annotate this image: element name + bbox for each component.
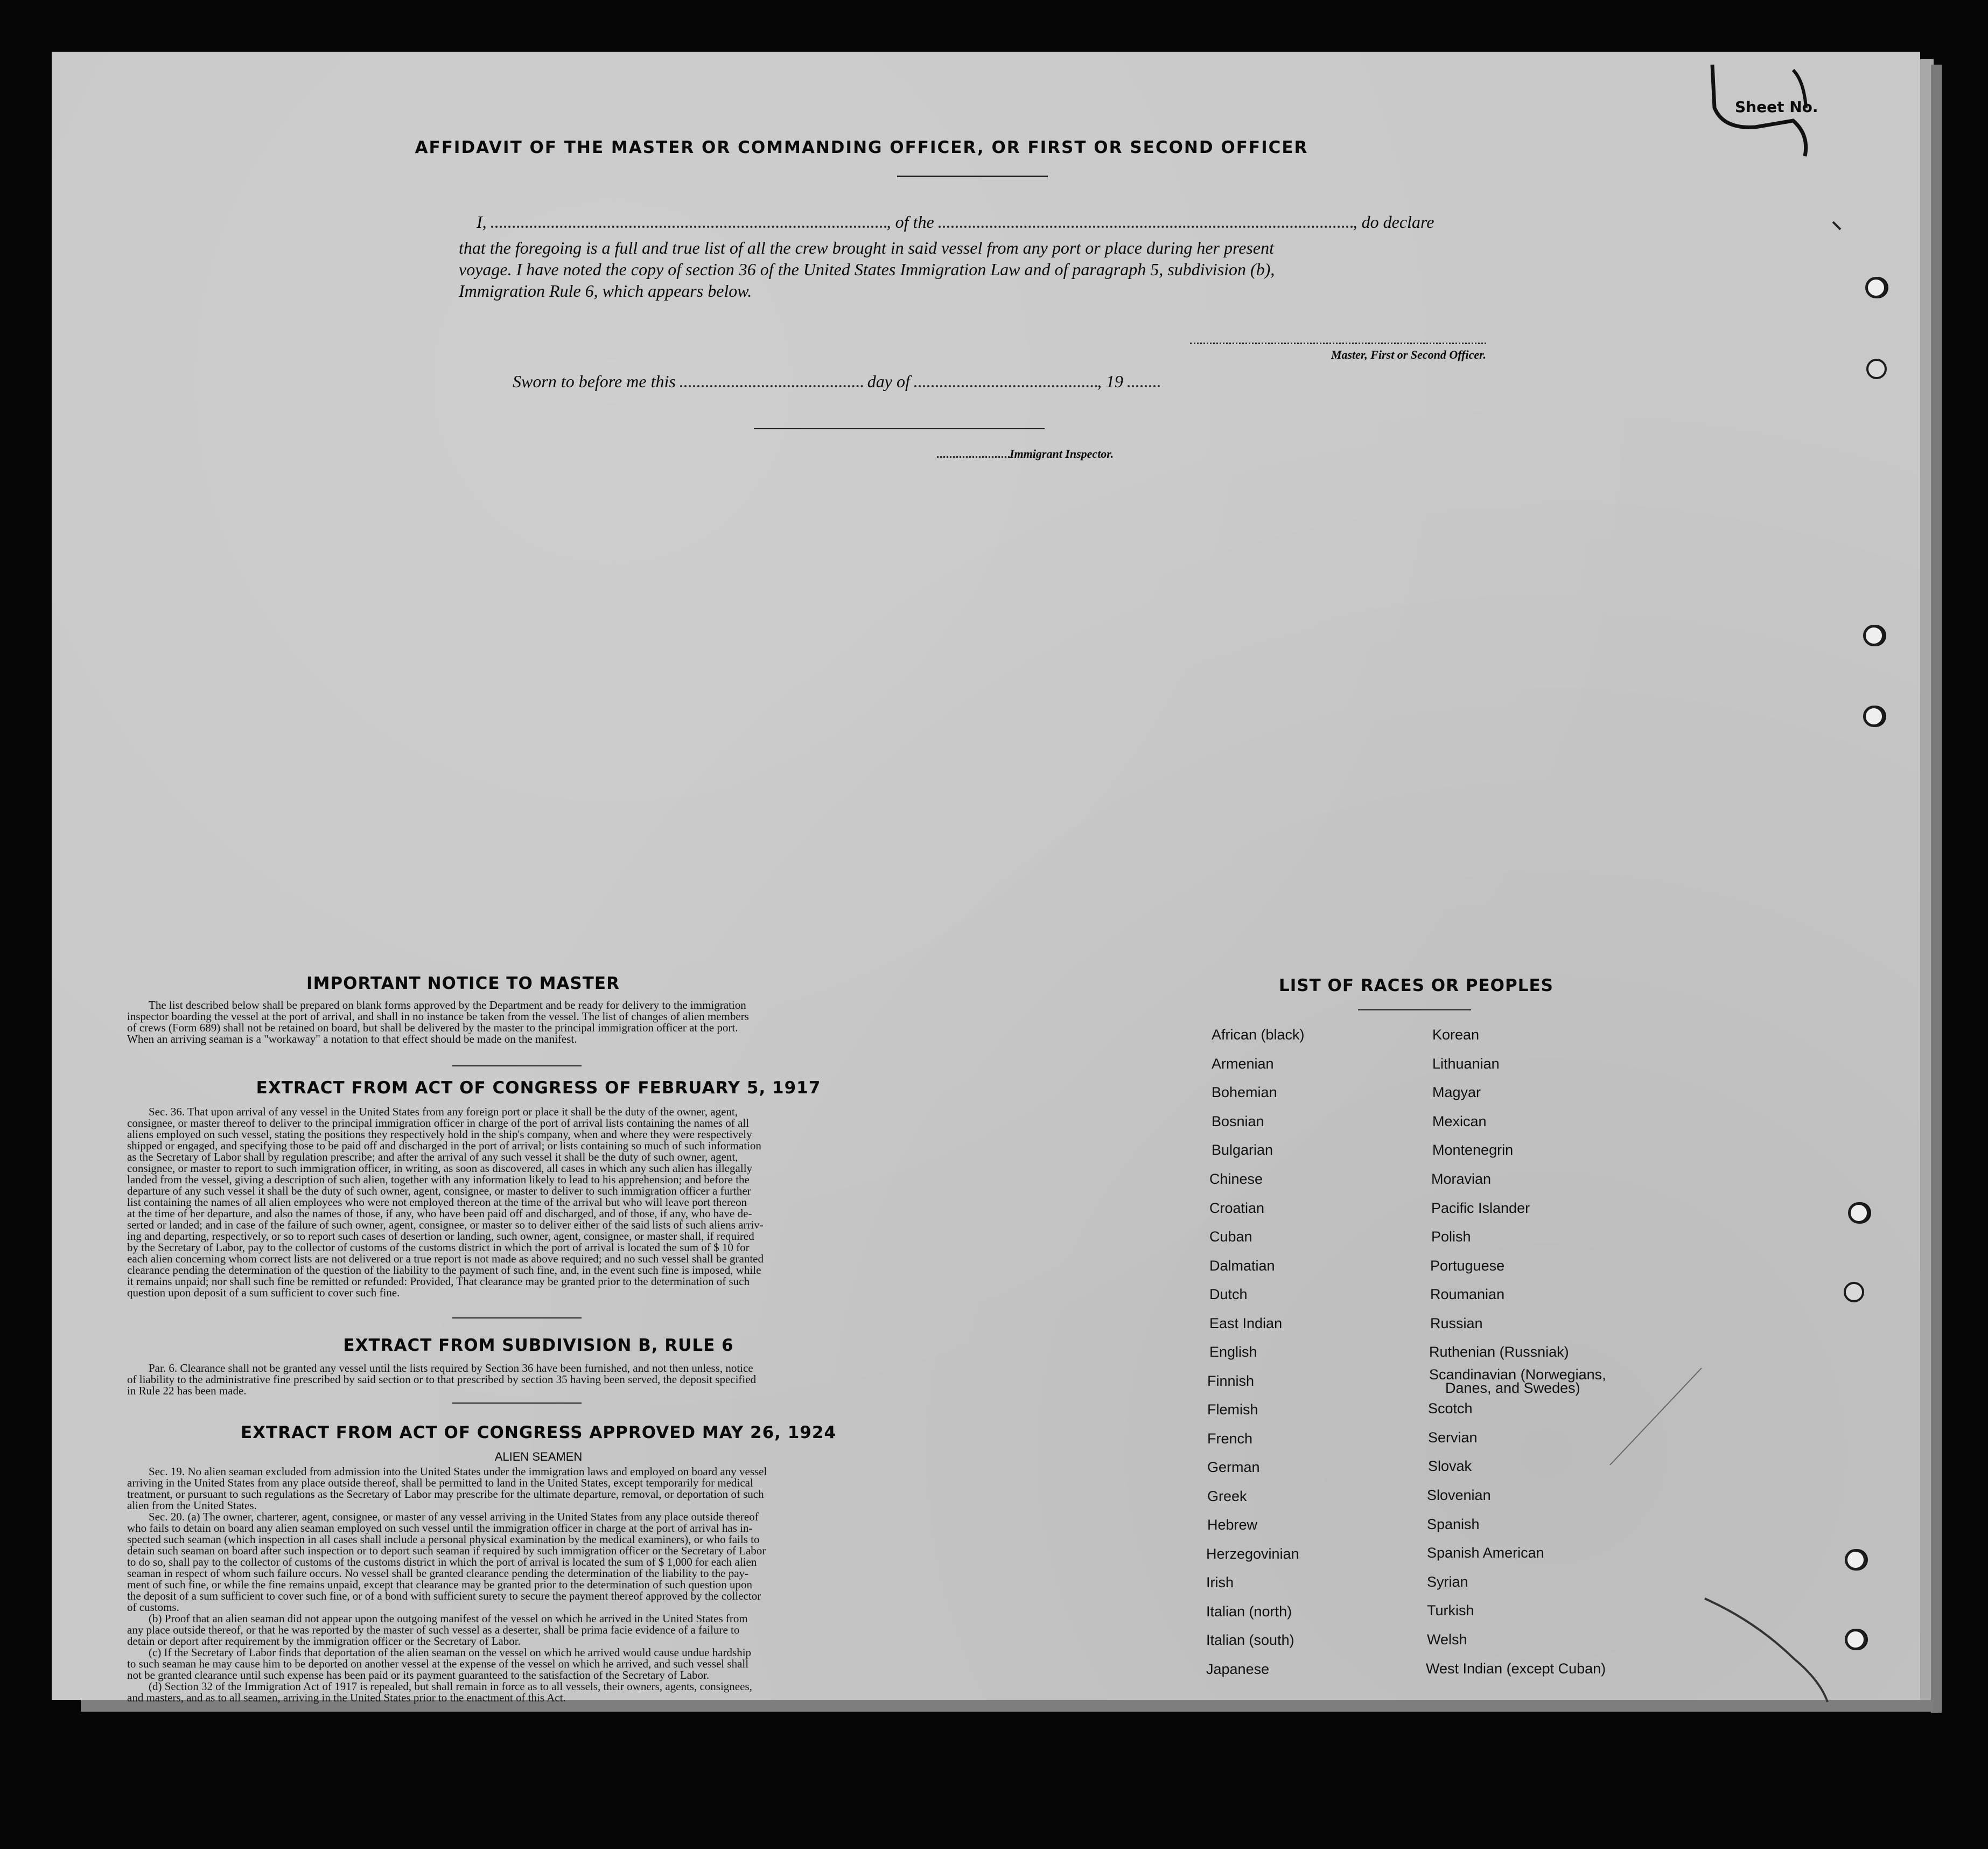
race-item: Bulgarian bbox=[1212, 1142, 1273, 1158]
master-signature-line[interactable] bbox=[1190, 343, 1486, 344]
race-item: African (black) bbox=[1212, 1027, 1305, 1043]
affidavit-title: AFFIDAVIT OF THE MASTER OR COMMANDING OFFICER, OR FIRST OR SECOND OFFICER bbox=[415, 138, 1308, 157]
race-item: West Indian (except Cuban) bbox=[1426, 1660, 1606, 1677]
extract-1924-line: detain such seaman on board after such inspection or to deport such seaman if required by such immigration officer or the Secretary of Labor bbox=[127, 1544, 766, 1557]
sworn-day-field[interactable] bbox=[680, 385, 863, 387]
extract-1917-line: Sec. 36. That upon arrival of any vessel in the United States from any foreign port or place it shall be the duty of the owner, agent, bbox=[149, 1105, 738, 1118]
sworn-month-field[interactable] bbox=[914, 385, 1097, 387]
extract-1917-line: landed from the vessel, giving a description of such alien, together with any information likely to lead to his apprehension; and before the bbox=[127, 1173, 750, 1186]
notice-divider bbox=[452, 1065, 582, 1066]
sworn-line bbox=[513, 372, 1160, 392]
notice-title: IMPORTANT NOTICE TO MASTER bbox=[306, 974, 620, 993]
race-item: Dutch bbox=[1209, 1286, 1248, 1302]
i-label: I, bbox=[477, 212, 487, 232]
year-label: , 19 bbox=[1097, 372, 1123, 391]
extract-1917-line: each alien concerning whom correct lists are not delivered or a true report is not made as above required; and no such vessel shall be granted bbox=[127, 1252, 764, 1265]
extract-1924-line: arriving in the United States from any place outside thereof, shall be permitted to land in the United States, except temporarily for medical bbox=[127, 1476, 753, 1489]
race-item: Roumanian bbox=[1430, 1286, 1505, 1302]
race-item: Japanese bbox=[1206, 1661, 1270, 1677]
extract-rule6-title: EXTRACT FROM SUBDIVISION B, RULE 6 bbox=[343, 1336, 734, 1355]
extract-1924-line: any place outside thereof, or that he was reported by the master of such vessel as a deserter, shall be prima facie evidence of a failure to bbox=[127, 1623, 740, 1636]
race-item: East Indian bbox=[1209, 1315, 1283, 1331]
binder-hole bbox=[1845, 1629, 1866, 1650]
extract-1917-line: departure of any such vessel it shall be the duty of such owner, agent, consignee, or master to deliver to such immigration officer a further bbox=[127, 1184, 751, 1197]
race-item: Servian bbox=[1428, 1429, 1478, 1446]
extract-1924-line: (d) Section 32 of the Immigration Act of 1917 is repealed, but shall remain in force as to all vessels, their owners, agents, consignees, bbox=[149, 1680, 752, 1693]
extract-1917-divider bbox=[452, 1317, 582, 1318]
page-edge-shadow bbox=[1931, 65, 1942, 1713]
race-item: Bohemian bbox=[1212, 1084, 1277, 1100]
race-item: Pacific Islander bbox=[1431, 1200, 1530, 1216]
extract-1917-line: by the Secretary of Labor, pay to the collector of customs of the customs district in which the port of arrival is located the sum of $ 10 for bbox=[127, 1241, 750, 1254]
extract-rule6-line: of liability to the administrative fine prescribed by said section or to that prescribed by section 35 having been served, the deposit specified bbox=[127, 1373, 757, 1386]
race-item: Moravian bbox=[1431, 1171, 1492, 1187]
race-item: Slovak bbox=[1428, 1458, 1472, 1474]
sheet-number-label: Sheet No. bbox=[1735, 98, 1818, 116]
race-item: Slovenian bbox=[1427, 1487, 1491, 1503]
affidavit-title-rule bbox=[897, 176, 1048, 177]
binder-hole bbox=[1865, 277, 1887, 298]
race-item: Lithuanian bbox=[1432, 1056, 1500, 1072]
of-the-label: , of the bbox=[886, 212, 934, 232]
binder-hole bbox=[1863, 706, 1885, 727]
extract-1924-line: seaman in respect of whom such failure occurs. No vessel shall be granted clearance pending the determination of the liability to the pay- bbox=[127, 1567, 749, 1580]
race-item: Greek bbox=[1207, 1488, 1247, 1504]
race-item: Irish bbox=[1206, 1574, 1234, 1590]
race-item: Korean bbox=[1432, 1027, 1480, 1043]
notice-line: The list described below shall be prepared on blank forms approved by the Department and be ready for delivery to the immigration bbox=[149, 999, 746, 1011]
extract-1924-title: EXTRACT FROM ACT OF CONGRESS APPROVED MAY 26, 1924 bbox=[240, 1423, 837, 1442]
race-item: Portuguese bbox=[1430, 1258, 1505, 1274]
extract-1924-line: treatment, or pursuant to such regulations as the Secretary of Labor may prescribe for the ultimate departure, removal, or deportation of such bbox=[127, 1488, 764, 1501]
extract-1924-line: to such seaman he may cause him to be deported on another vessel at the expense of the vessel on which he arrived, and such vessel shall bbox=[127, 1657, 749, 1670]
binder-hole bbox=[1844, 1282, 1864, 1302]
extract-1917-line: shipped or engaged, and specifying those to be paid off and discharged in the port of arrival; or lists containing so much of such information bbox=[127, 1139, 761, 1152]
race-item: Magyar bbox=[1432, 1084, 1481, 1100]
race-item: English bbox=[1209, 1344, 1257, 1360]
extract-rule6-divider bbox=[452, 1403, 582, 1404]
binder-hole bbox=[1848, 1202, 1870, 1224]
extract-1917-body bbox=[127, 1106, 924, 1299]
extract-1924-line: Sec. 20. (a) The owner, charterer, agent, consignee, or master of any vessel arriving in the United States from any place outside thereof bbox=[149, 1510, 759, 1523]
notice-line: of crews (Form 689) shall not be retained on board, but shall be delivered by the master to the principal immigration officer at the port. bbox=[127, 1021, 738, 1034]
inspector-name-field[interactable] bbox=[937, 456, 1010, 458]
binder-hole bbox=[1845, 1549, 1866, 1571]
extract-1917-line: as the Secretary of Labor shall by regulation prescribe; and after the arrival of any such vessel it shall be the duty of such owner, agent, bbox=[127, 1150, 738, 1163]
extract-1917-line: serted or landed; and in case of the failure of such owner, agent, consignee, or master so to deliver either of the said lists of such aliens arriv- bbox=[127, 1218, 764, 1231]
extract-1924-line: ment of such fine, or while the fine remains unpaid, except that clearance may be granted prior to the determination of such question upon bbox=[127, 1578, 753, 1591]
races-title-rule bbox=[1358, 1009, 1471, 1010]
race-item: Italian (north) bbox=[1206, 1603, 1292, 1620]
master-signature-caption: Master, First or Second Officer. bbox=[1331, 348, 1486, 361]
race-item: Finnish bbox=[1207, 1373, 1255, 1389]
race-item: Herzegovinian bbox=[1206, 1546, 1299, 1562]
extract-rule6-line: in Rule 22 has been made. bbox=[127, 1384, 247, 1397]
extract-1917-line: aliens employed on such vessel, stating the positions they respectively hold in the ship's company, when and where they were respectively bbox=[127, 1128, 752, 1141]
sworn-year-field[interactable] bbox=[1128, 385, 1160, 387]
race-item: Welsh bbox=[1427, 1631, 1467, 1648]
extract-1917-line: consignee, or master to report to such immigration officer, in writing, as soon as discovered, all cases in which any such alien has illegally bbox=[127, 1162, 753, 1175]
extract-1924-line: not be granted clearance until such expense has been paid or its payment guaranteed to the satisfaction of the Secretary of Labor. bbox=[127, 1669, 710, 1681]
notice-line: inspector boarding the vessel at the port of arrival, and shall in no instance be taken from the vessel. The list of changes of alien members bbox=[127, 1010, 749, 1023]
race-item: Polish bbox=[1431, 1229, 1471, 1245]
race-item: Italian (south) bbox=[1206, 1632, 1294, 1648]
extract-1924-subtitle: ALIEN SEAMEN bbox=[494, 1450, 583, 1463]
race-item: Croatian bbox=[1209, 1200, 1265, 1216]
race-item: Turkish bbox=[1427, 1602, 1474, 1618]
extract-1917-line: consignee, or master thereof to deliver to the principal immigration officer in charge of the port of arrival lists containing the names of all bbox=[127, 1117, 750, 1129]
extract-1917-line: question upon deposit of a sum sufficient to cover such fine. bbox=[127, 1286, 400, 1299]
binder-hole bbox=[1866, 359, 1887, 379]
race-item: Spanish American bbox=[1427, 1545, 1544, 1561]
extract-1917-line: ing and departing, respectively, or so to report such cases of desertion or landing, such owner, agent, consignee, or master shall, if required bbox=[127, 1230, 754, 1243]
extract-1917-title: EXTRACT FROM ACT OF CONGRESS OF FEBRUARY 5, 1917 bbox=[256, 1078, 821, 1098]
sworn-label: Sworn to before me this bbox=[513, 372, 676, 391]
extract-1924-line: (c) If the Secretary of Labor finds that deportation of the alien seaman on the vessel on which he arrived would cause undue hardship bbox=[149, 1646, 752, 1659]
race-item: Dalmatian bbox=[1209, 1258, 1275, 1274]
extract-1924-line: to do so, shall pay to the collector of customs of the customs district in which the port of arrival is located the sum of $ 1,000 for each alien bbox=[127, 1555, 757, 1568]
do-declare-label: , do declare bbox=[1353, 212, 1434, 232]
extract-rule6-body bbox=[127, 1363, 924, 1397]
notice-line: When an arriving seaman is a "workaway" a notation to that effect should be made on the manifest. bbox=[127, 1032, 577, 1045]
race-item: Montenegrin bbox=[1432, 1142, 1514, 1158]
extract-1924-line: of customs. bbox=[127, 1601, 179, 1614]
race-item: French bbox=[1207, 1431, 1253, 1447]
day-of-label: day of bbox=[867, 372, 910, 391]
race-item: Armenian bbox=[1212, 1056, 1274, 1072]
race-item-continuation: Danes, and Swedes) bbox=[1445, 1380, 1580, 1396]
extract-1924-line: (b) Proof that an alien seaman did not appear upon the outgoing manifest of the vessel on which he arrived in the United States from bbox=[149, 1612, 748, 1625]
extract-1924-line: detain or deport after requirement by the immigration officer or the Secretary of Labor. bbox=[127, 1635, 521, 1648]
declaration-line-1: that the foregoing is a full and true list of all the crew brought in said vessel from any port or place during her present bbox=[459, 238, 1274, 257]
inspector-caption: Immigrant Inspector. bbox=[1010, 447, 1114, 460]
extract-1917-line: clearance pending the determination of the question of the liability to the payment of such fine, and, in the event such fine is imposed, while bbox=[127, 1264, 761, 1276]
extract-1924-line: spected such seaman (which inspection in all cases shall include a personal physical examination by the medical examiners), or who fails to bbox=[127, 1533, 760, 1546]
extract-1924-line: alien from the United States. bbox=[127, 1499, 257, 1512]
extract-1917-line: it remains unpaid; nor shall such fine be remitted or refunded: Provided, That clearance may be granted prior to the determination of such bbox=[127, 1275, 750, 1288]
extract-1924-line: and masters, and as to all seamen, arriving in the United States prior to the enactment of this Act. bbox=[127, 1691, 566, 1704]
extract-1917-line: list containing the names of all alien employees who were not employed thereon at the time of the arrival but who will leave port thereon bbox=[127, 1196, 747, 1209]
declaration-line-3: Immigration Rule 6, which appears below. bbox=[459, 281, 752, 301]
race-item: Mexican bbox=[1432, 1113, 1487, 1129]
extract-rule6-line: Par. 6. Clearance shall not be granted any vessel until the lists required by Section 36 have been furnished, and not then unless, notice bbox=[149, 1362, 753, 1374]
race-item: Spanish bbox=[1427, 1516, 1480, 1532]
extract-1917-line: at the time of her departure, and also the names of those, if any, who have been paid off and discharged, and of those, if any, who have de- bbox=[127, 1207, 752, 1220]
binder-hole bbox=[1863, 625, 1885, 646]
race-item: Russian bbox=[1430, 1315, 1483, 1331]
vessel-name-field[interactable] bbox=[939, 226, 1353, 228]
notice-body bbox=[127, 1000, 924, 1045]
race-item: Syrian bbox=[1427, 1574, 1468, 1590]
extract-1924-line: Sec. 19. No alien seaman excluded from admission into the United States under the immigration laws and employed on board any vessel bbox=[149, 1465, 767, 1478]
race-item: Flemish bbox=[1207, 1401, 1258, 1418]
affidavit-line-i bbox=[477, 212, 1489, 232]
extract-1924-line: the deposit of a sum sufficient to cover such fine, or of a bond with sufficient surety to secure the payment thereof approved by the collector bbox=[127, 1589, 761, 1602]
extract-1924-body bbox=[127, 1466, 924, 1704]
race-item: Cuban bbox=[1209, 1229, 1252, 1245]
declaration-line-2: voyage. I have noted the copy of section 36 of the United States Immigration Law and of paragraph 5, subdivision (b), bbox=[459, 260, 1275, 279]
race-item: Scotch bbox=[1428, 1400, 1473, 1417]
extract-1924-line: who fails to detain on board any alien seaman employed on such vessel until the immigration officer in charge at the port of arrival has in- bbox=[127, 1522, 753, 1534]
inspector-signature-line[interactable] bbox=[754, 428, 1045, 429]
race-item: Bosnian bbox=[1212, 1113, 1264, 1129]
race-item: Chinese bbox=[1209, 1171, 1263, 1187]
race-item: Ruthenian (Russniak) bbox=[1429, 1344, 1569, 1360]
race-item: German bbox=[1207, 1459, 1260, 1475]
race-item: Hebrew bbox=[1207, 1517, 1258, 1533]
races-title: LIST OF RACES OR PEOPLES bbox=[1278, 976, 1554, 995]
race-item: Scandinavian (Norwegians, bbox=[1429, 1366, 1606, 1383]
officer-name-field[interactable] bbox=[491, 226, 887, 228]
inspector-caption-line bbox=[937, 447, 1114, 461]
